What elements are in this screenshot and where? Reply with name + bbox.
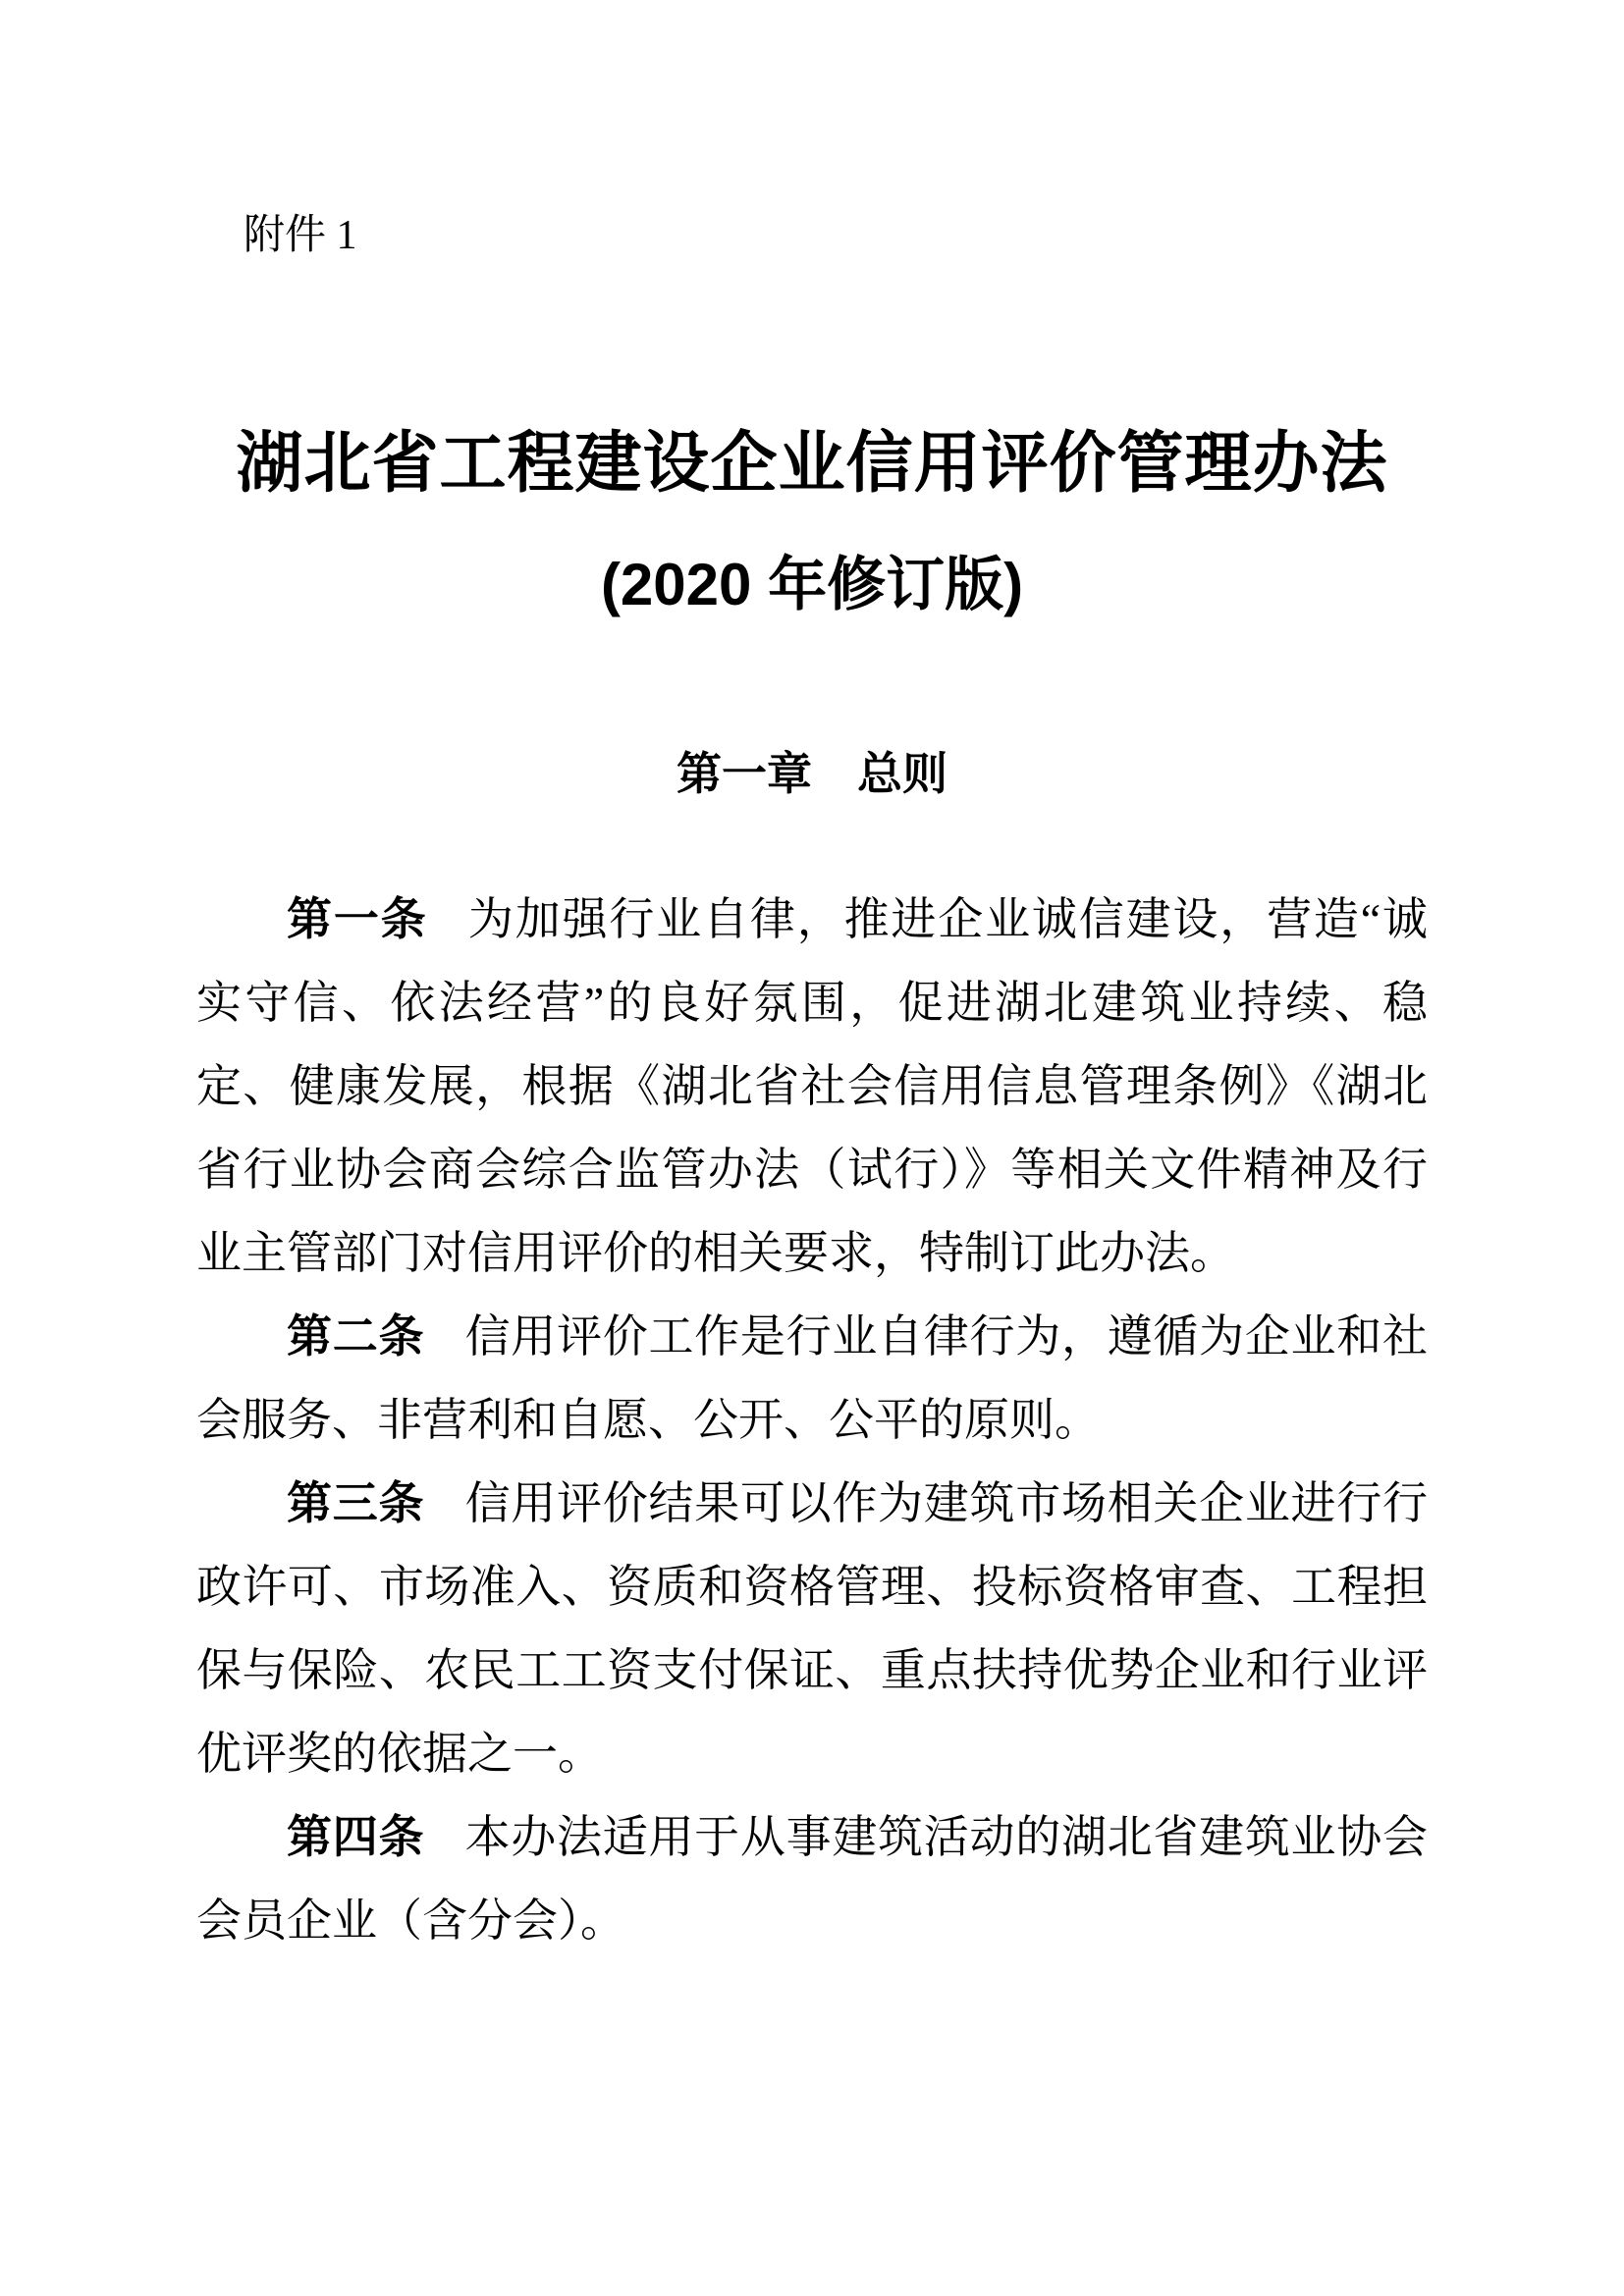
article-3-text: 信用评价结果可以作为建筑市场相关企业进行行政许可、市场准入、资质和资格管理、投标资格审查、工程担保与保险、农民工工资支付保证、重点扶持优势企业和行业评优评奖的依据之一。 bbox=[196, 1478, 1429, 1780]
chapter-heading bbox=[196, 747, 1428, 801]
article-3-number: 第三条 bbox=[287, 1478, 425, 1529]
article-2 bbox=[196, 1295, 1428, 1462]
article-4-text: 本办法适用于从事建筑活动的湖北省建筑业协会会员企业（含分会）。 bbox=[196, 1812, 1429, 1947]
article-3 bbox=[196, 1462, 1428, 1795]
article-2-number: 第二条 bbox=[287, 1311, 425, 1362]
article-4 bbox=[196, 1795, 1428, 1962]
chapter-title: 总则 bbox=[857, 749, 947, 800]
article-4-number: 第四条 bbox=[287, 1812, 425, 1863]
article-1-number: 第一条 bbox=[287, 894, 428, 945]
article-2-text: 信用评价工作是行业自律行为，遵循为企业和社会服务、非营利和自愿、公开、公平的原则。 bbox=[196, 1311, 1429, 1446]
article-1-text: 为加强行业自律，推进企业诚信建设，营造“诚实守信、依法经营”的良好氛围，促进湖北建筑业持续、稳定、健康发展，根据《湖北省社会信用信息管理条例》《湖北省行业协会商会综合监管办法（试行）》等相关文件精神及行业主管部门对信用评价的相关要求，特制订此办法。 bbox=[196, 894, 1429, 1279]
article-1 bbox=[196, 878, 1428, 1295]
attachment-label: 附件 1 bbox=[244, 213, 357, 258]
document-subtitle: (2020 年修订版) bbox=[600, 552, 1024, 618]
document-body bbox=[196, 878, 1428, 1962]
document-title: 湖北省工程建设企业信用评价管理办法 bbox=[236, 426, 1388, 501]
chapter-number: 第一章 bbox=[677, 749, 812, 800]
